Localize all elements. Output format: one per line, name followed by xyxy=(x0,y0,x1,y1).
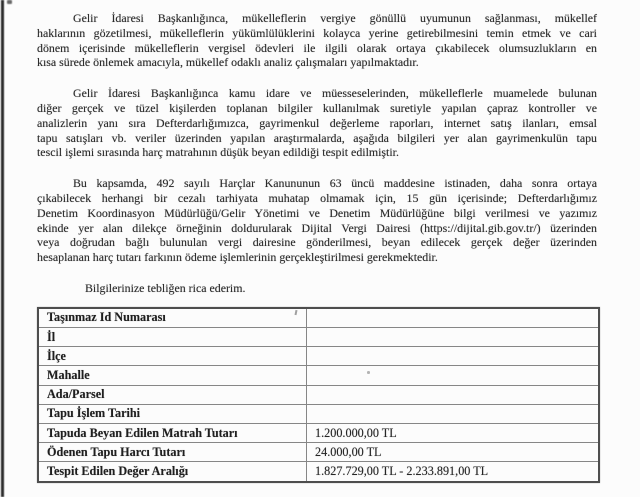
row-value xyxy=(307,347,600,366)
paragraph-line: hesaplanan harç tutarı farkının ödeme işlemlerinin gerçekleştirilmesi gerekmektedir. xyxy=(37,250,438,265)
row-label: Taşınmaz Id Numarası xyxy=(38,308,307,328)
row-value xyxy=(307,366,600,385)
paragraph-line: ekinde yer alan dilekçe örneğinin doldurularak Dijital Vergi Dairesi (https://dijital.gib.gov.tr/) üzerinden xyxy=(37,220,597,235)
row-label: Tapuda Beyan Edilen Matrah Tutarı xyxy=(38,423,307,442)
row-value: 1.827.729,00 TL - 2.233.891,00 TL xyxy=(307,462,600,482)
table-row xyxy=(38,404,599,423)
table-row xyxy=(38,423,599,442)
paragraph-2 xyxy=(37,86,597,160)
row-value xyxy=(307,385,600,404)
table-row xyxy=(38,308,599,328)
row-label: Ödenen Tapu Harcı Tutarı xyxy=(38,443,307,462)
scan-speck xyxy=(367,371,370,374)
row-label: Ada/Parsel xyxy=(38,385,307,404)
row-value: 24.000,00 TL xyxy=(307,443,600,462)
row-label: İlçe xyxy=(38,347,307,366)
scan-speck xyxy=(7,0,12,4)
paragraph-line: Gelir İdaresi Başkanlığınca kamu idare ve müesseselerinden, mükelleflerle muamelede bulunan xyxy=(73,86,597,101)
table-row xyxy=(38,366,599,385)
paragraph-1 xyxy=(37,11,597,70)
closing-line: Bilgilerinize tebliğen rica ederim. xyxy=(85,280,246,295)
paragraph-line: Bu kapsamda, 492 sayılı Harçlar Kanununun 63 üncü maddesine istinaden, daha sonra ortaya xyxy=(73,176,597,191)
row-label: Mahalle xyxy=(38,366,307,385)
paragraph-line: tapu satışları vb. veriler üzerinden yapılan araştırmalarda, aşağıda bilgileri yer alan gayrimenkulün tapu xyxy=(37,130,597,145)
paragraph-line: Denetim Koordinasyon Müdürlüğü/Gelir Yönetimi ve Denetim Müdürlüğüne bilgi verilmesi ve yazımız xyxy=(37,205,597,220)
paragraph-line: veya doğrudan bağlı bulunulan vergi dairesine gönderilmesi, beyan edilecek gerçek değer üzerinden xyxy=(37,235,597,250)
row-label: Tapu İşlem Tarihi xyxy=(38,404,307,423)
paragraph-line: haklarının gözetilmesi, mükelleflerin yükümlülüklerini kolayca yerine getirebilmesini temin etmek ve cari xyxy=(37,25,597,40)
property-info-table xyxy=(37,307,600,483)
table-row xyxy=(38,462,599,482)
paragraph-line: dönem içerisinde mükelleflerin vergisel ödevleri ile ilgili olarak ortaya çıkabilecek olumsuzlukların en xyxy=(37,40,597,55)
paragraph-line: analizlerin yanı sıra Defterdarlığımızca, gayrimenkul değerleme raporları, internet satış ilanları, emsal xyxy=(37,115,597,130)
row-value: 1.200.000,00 TL xyxy=(307,423,600,442)
paragraph-line: tescil işlemi sırasında harç matrahının düşük beyan edildiği tespit edilmiştir. xyxy=(37,145,399,160)
row-value xyxy=(307,328,600,347)
paragraph-3 xyxy=(37,176,597,265)
row-value xyxy=(307,308,600,328)
row-label: İl xyxy=(38,328,307,347)
letter-body xyxy=(37,11,597,483)
row-label: Tespit Edilen Değer Aralığı xyxy=(38,462,307,482)
paragraph-line: diğer gerçek ve tüzel kişilerden toplanan bilgiler kullanılmak suretiyle yapılan çapraz kontroller ve xyxy=(37,100,597,115)
paragraph-line: Gelir İdaresi Başkanlığınca, mükelleflerin vergiye gönüllü uyumunun sağlanması, mükellef xyxy=(73,11,597,25)
paragraph-line: kısa sürede önlemek amacıyla, mükellef odaklı analiz çalışmaları yapılmaktadır. xyxy=(37,55,419,70)
table-row xyxy=(38,347,599,366)
row-value xyxy=(307,404,600,423)
table-row xyxy=(38,328,599,347)
scan-edge-line xyxy=(1,0,4,497)
table-row xyxy=(38,443,599,462)
paragraph-line: çıkabilecek herhangi bir cezalı tarhiyata muhatap olmamak için, 15 gün içerisinde; Defterdarlığımız xyxy=(37,190,597,205)
table-row xyxy=(38,385,599,404)
